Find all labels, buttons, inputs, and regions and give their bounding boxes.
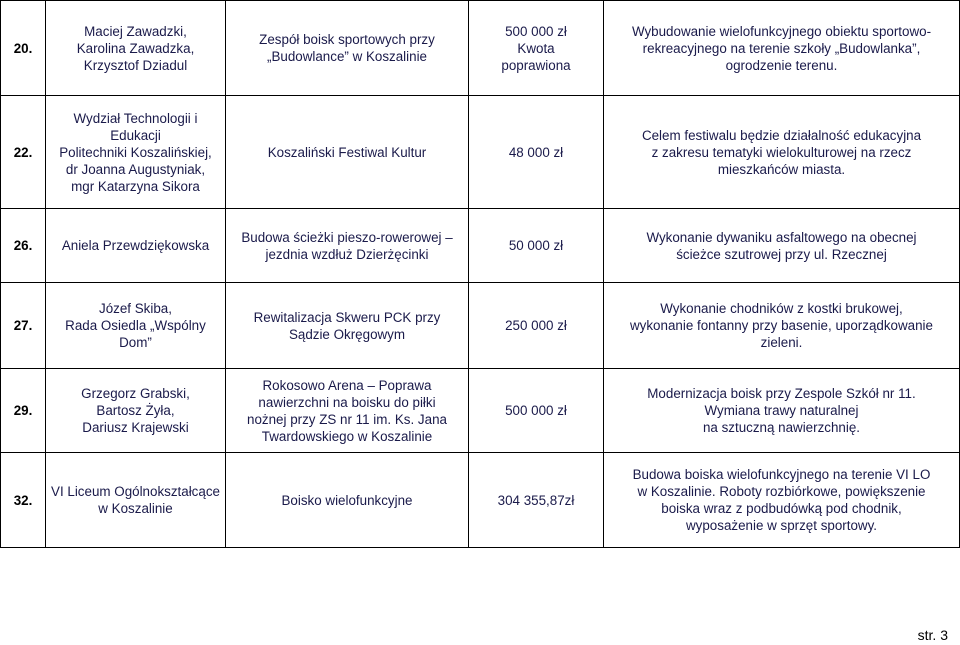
project-title-cell: Koszaliński Festiwal Kultur	[226, 96, 469, 209]
amount-cell: 50 000 zł	[469, 209, 604, 283]
table-row	[1, 209, 960, 283]
table-row	[1, 369, 960, 453]
amount-cell: 500 000 zł Kwota poprawiona	[469, 1, 604, 96]
project-title-cell: Zespół boisk sportowych przy „Budowlance” w Koszalinie	[226, 1, 469, 96]
project-title-cell: Budowa ścieżki pieszo-rowerowej – jezdnia wzdłuż Dzierżęcinki	[226, 209, 469, 283]
page-number: str. 3	[917, 627, 948, 643]
applicant-cell: Wydział Technologii i Edukacji Politechniki Koszalińskiej, dr Joanna Augustyniak, mgr Katarzyna Sikora	[46, 96, 226, 209]
amount-cell: 48 000 zł	[469, 96, 604, 209]
table-row	[1, 96, 960, 209]
description-cell: Modernizacja boisk przy Zespole Szkół nr 11. Wymiana trawy naturalnej na sztuczną nawierzchnię.	[604, 369, 960, 453]
applicant-cell: VI Liceum Ogólnokształcące w Koszalinie	[46, 453, 226, 548]
row-number: 29.	[1, 369, 46, 453]
row-number: 26.	[1, 209, 46, 283]
row-number: 32.	[1, 453, 46, 548]
table-row	[1, 1, 960, 96]
description-cell: Wybudowanie wielofunkcyjnego obiektu sportowo- rekreacyjnego na terenie szkoły „Budowlanka”, ogrodzenie terenu.	[604, 1, 960, 96]
table-row	[1, 453, 960, 548]
project-title-cell: Boisko wielofunkcyjne	[226, 453, 469, 548]
project-title-cell: Rokosowo Arena – Poprawa nawierzchni na boisku do piłki nożnej przy ZS nr 11 im. Ks. Jana Twardowskiego w Koszalinie	[226, 369, 469, 453]
description-cell: Wykonanie dywaniku asfaltowego na obecnej ścieżce szutrowej przy ul. Rzecznej	[604, 209, 960, 283]
table-row	[1, 283, 960, 369]
amount-cell: 250 000 zł	[469, 283, 604, 369]
amount-cell: 304 355,87zł	[469, 453, 604, 548]
applicant-cell: Józef Skiba, Rada Osiedla „Wspólny Dom”	[46, 283, 226, 369]
applicant-cell: Aniela Przewdziękowska	[46, 209, 226, 283]
amount-cell: 500 000 zł	[469, 369, 604, 453]
applicant-cell: Grzegorz Grabski, Bartosz Żyła, Dariusz Krajewski	[46, 369, 226, 453]
project-title-cell: Rewitalizacja Skweru PCK przy Sądzie Okręgowym	[226, 283, 469, 369]
row-number: 22.	[1, 96, 46, 209]
row-number: 20.	[1, 1, 46, 96]
description-cell: Wykonanie chodników z kostki brukowej, wykonanie fontanny przy basenie, uporządkowanie zieleni.	[604, 283, 960, 369]
description-cell: Budowa boiska wielofunkcyjnego na terenie VI LO w Koszalinie. Roboty rozbiórkowe, powiększenie boiska wraz z podbudówką pod chodnik, wyposażenie w sprzęt sportowy.	[604, 453, 960, 548]
row-number: 27.	[1, 283, 46, 369]
applicant-cell: Maciej Zawadzki, Karolina Zawadzka, Krzysztof Dziadul	[46, 1, 226, 96]
description-cell: Celem festiwalu będzie działalność edukacyjna z zakresu tematyki wielokulturowej na rzecz mieszkańców miasta.	[604, 96, 960, 209]
